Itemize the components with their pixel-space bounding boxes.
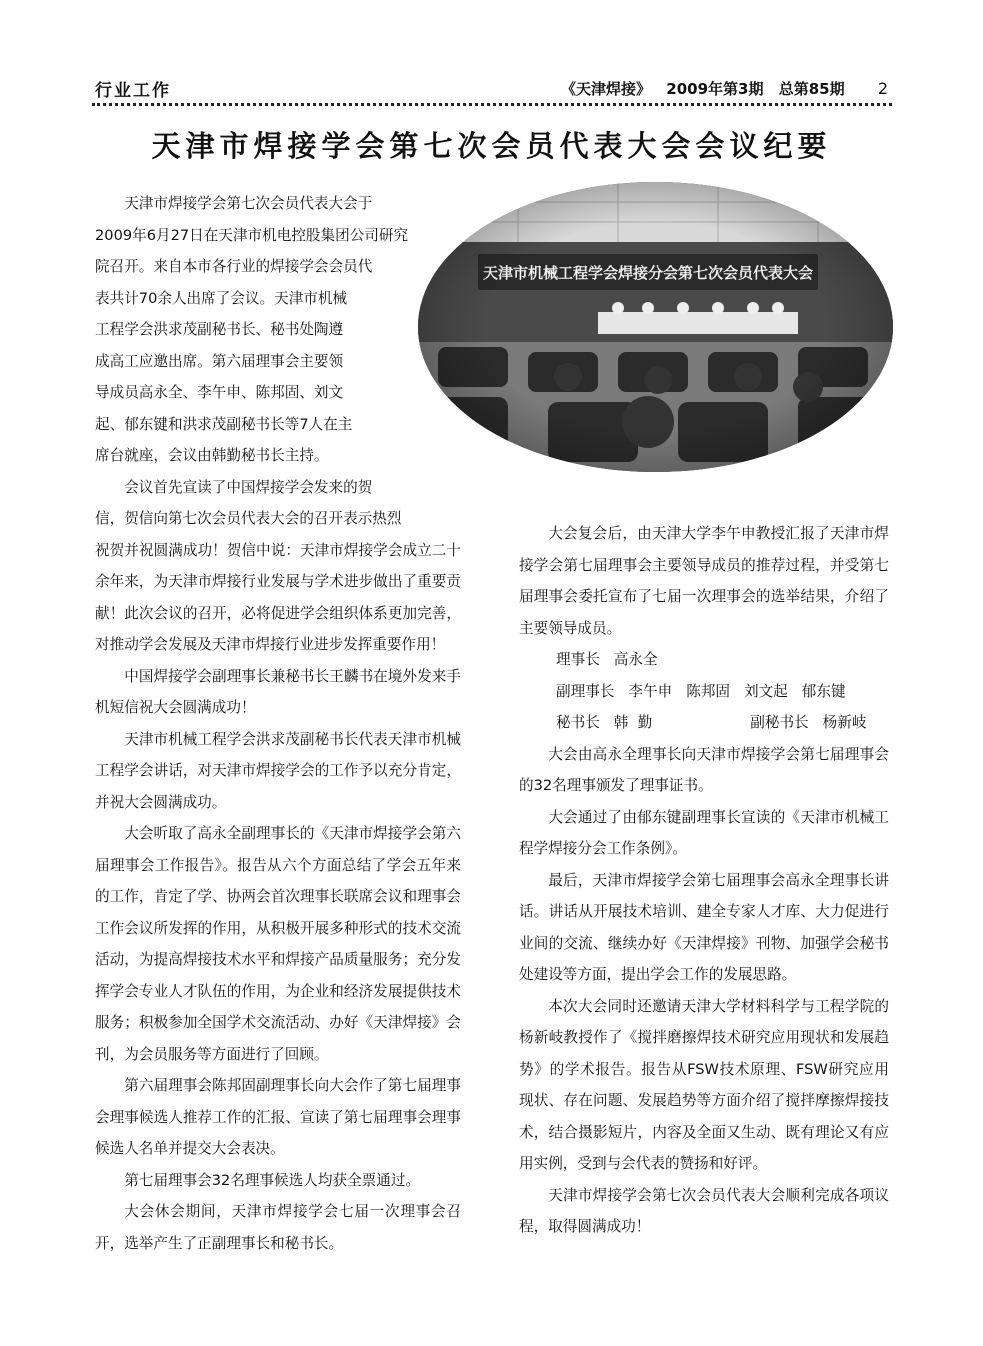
vice-name: 李午申 (628, 682, 673, 700)
para-results: 大会复会后，由天津大学李午申教授汇报了天津市焊接学会第七届理事会主要领导成员的推荐过程，并受第七届理事会委托宣布了七届一次理事会的选举结果，介绍了主要领导成员。 (519, 525, 889, 637)
line: 席台就座，会议由韩勤秘书长主持。 (95, 447, 329, 464)
para-academic-report: 本次大会同时还邀请天津大学材料科学与工程学院的杨新岐教授作了《搅拌磨擦焊技术研究应用现状和发展趋势》的学术报告。报告从FSW技术原理、FSW研究应用现状、存在问题、发展趋势等方面介绍了搅拌摩擦焊接技术，结合摄影短片，内容及全面又生动、既有理论又有应用实例，受到与会代表的赞扬和好评。 (519, 997, 889, 1172)
journal-info (551, 78, 888, 99)
para-congrats-letter (95, 472, 461, 661)
secgen-label: 秘书长 (556, 714, 600, 731)
vicesec-name: 杨新岐 (822, 714, 867, 731)
line: 会议首先宣读了中国焊接学会发来的贺 (124, 478, 373, 496)
journal-name: 《天津焊接》 (561, 80, 652, 98)
para-certificates: 大会由高永全理事长向天津市焊接学会第七届理事会的32名理事颁发了理事证书。 (519, 745, 889, 794)
para-sms: 中国焊接学会副理事长兼秘书长王麟书在境外发来手机短信祝大会圆满成功！ (95, 667, 461, 716)
section-label: 行业工作 (95, 81, 171, 101)
line: 工程学会洪求茂副秘书长、秘书处陶遵 (95, 321, 344, 338)
line: 表共计70余人出席了会议。天津市机械 (95, 289, 348, 307)
vicesec-label: 副秘书长 (750, 714, 809, 731)
vice-name: 陈邦固 (686, 682, 730, 700)
column-left (95, 188, 461, 1259)
page-number: 2 (877, 79, 888, 98)
para-report: 大会听取了高永全副理事长的《天津市焊接学会第六届理事会工作报告》。报告从六个方面总结了学会五年来的工作，肯定了学、协两会首次理事长联席会议和理事会工作会议所发挥的作用，从积极开展多种形式的技术交流活动，为提高焊接技术水平和焊接产品质量服务；充分发挥学会专业人才队伍的作用，为企业和经济发展提供技术服务；积极参加全国学术交流活动、办好《天津焊接》会刊，为会员服务等方面进行了回顾。 (95, 825, 461, 1063)
roster-vice (519, 676, 889, 708)
roster-secretary (519, 707, 889, 739)
para-conclusion: 天津市焊接学会第七次会员代表大会顺利完成各项议程，取得圆满成功！ (519, 1186, 889, 1235)
line: 2009年6月27日在天津市机电控股集团公司研究 (95, 226, 409, 244)
issue-number: 2009年第3期 (666, 80, 764, 98)
chair-label: 理事长 (556, 651, 600, 668)
line-rest: 祝贺并祝圆满成功！贺信中说：天津市焊接学会成立二十余年来，为天津市焊接行业发展与学术进步做出了重要贡献！此次会议的召开，必将促进学会组织体系更加完善，对推动学会发展及天津市焊接行业进步发挥重要作用！ (95, 541, 461, 653)
roster-chair (519, 644, 889, 676)
para-candidates: 第六届理事会陈邦固副理事长向大会作了第七届理事会理事候选人推荐工作的汇报、宣读了第七届理事会理事候选人名单并提交大会表决。 (95, 1077, 461, 1157)
line: 天津市焊接学会第七次会员代表大会于 (124, 195, 373, 212)
vice-name: 刘文起 (743, 682, 788, 700)
meeting-photo (418, 182, 893, 472)
header-dotted-rule (92, 103, 892, 106)
secgen-name: 韩 勤 (613, 714, 653, 731)
chair-name: 高永全 (613, 651, 658, 668)
vice-name: 郁东键 (801, 682, 846, 700)
para-opening (95, 188, 461, 472)
line: 起、郁东键和洪求茂副秘书长等7人在主 (95, 415, 353, 433)
para-closing-speech: 最后，天津市焊接学会第七届理事会高永全理事长讲话。讲话从开展技术培训、建全专家人才库、大力促进行业间的交流、继续办好《天津焊接》刊物、加强学会秘书处建设等方面，提出学会工作的发展思路。 (519, 871, 889, 983)
para-vote: 第七届理事会32名理事候选人均获全票通过。 (124, 1171, 421, 1189)
column-right (519, 518, 889, 1243)
total-issue: 总第85期 (778, 80, 845, 98)
line: 信，贺信向第七次会员代表大会的召开表示热烈 (95, 510, 402, 527)
article-title: 天津市焊接学会第七次会员代表大会会议纪要 (151, 129, 832, 163)
line: 院召开。来自本市各行业的焊接学会会员代 (95, 258, 373, 275)
photo-illustration (418, 182, 893, 472)
vice-label: 副理事长 (556, 682, 615, 700)
line: 成高工应邀出席。第六届理事会主要领 (95, 352, 344, 370)
para-election: 大会休会期间，天津市焊接学会七届一次理事会召开，选举产生了正副理事长和秘书长。 (95, 1203, 461, 1252)
para-regulations: 大会通过了由郁东键副理事长宣读的《天津市机械工程学焊接分会工作条例》。 (519, 808, 889, 857)
para-speech: 天津市机械工程学会洪求茂副秘书长代表天津市机械工程学会讲话，对天津市焊接学会的工作予以充分肯定，并祝大会圆满成功。 (95, 730, 461, 811)
line: 导成员高永全、李午申、陈邦固、刘文 (95, 384, 344, 401)
